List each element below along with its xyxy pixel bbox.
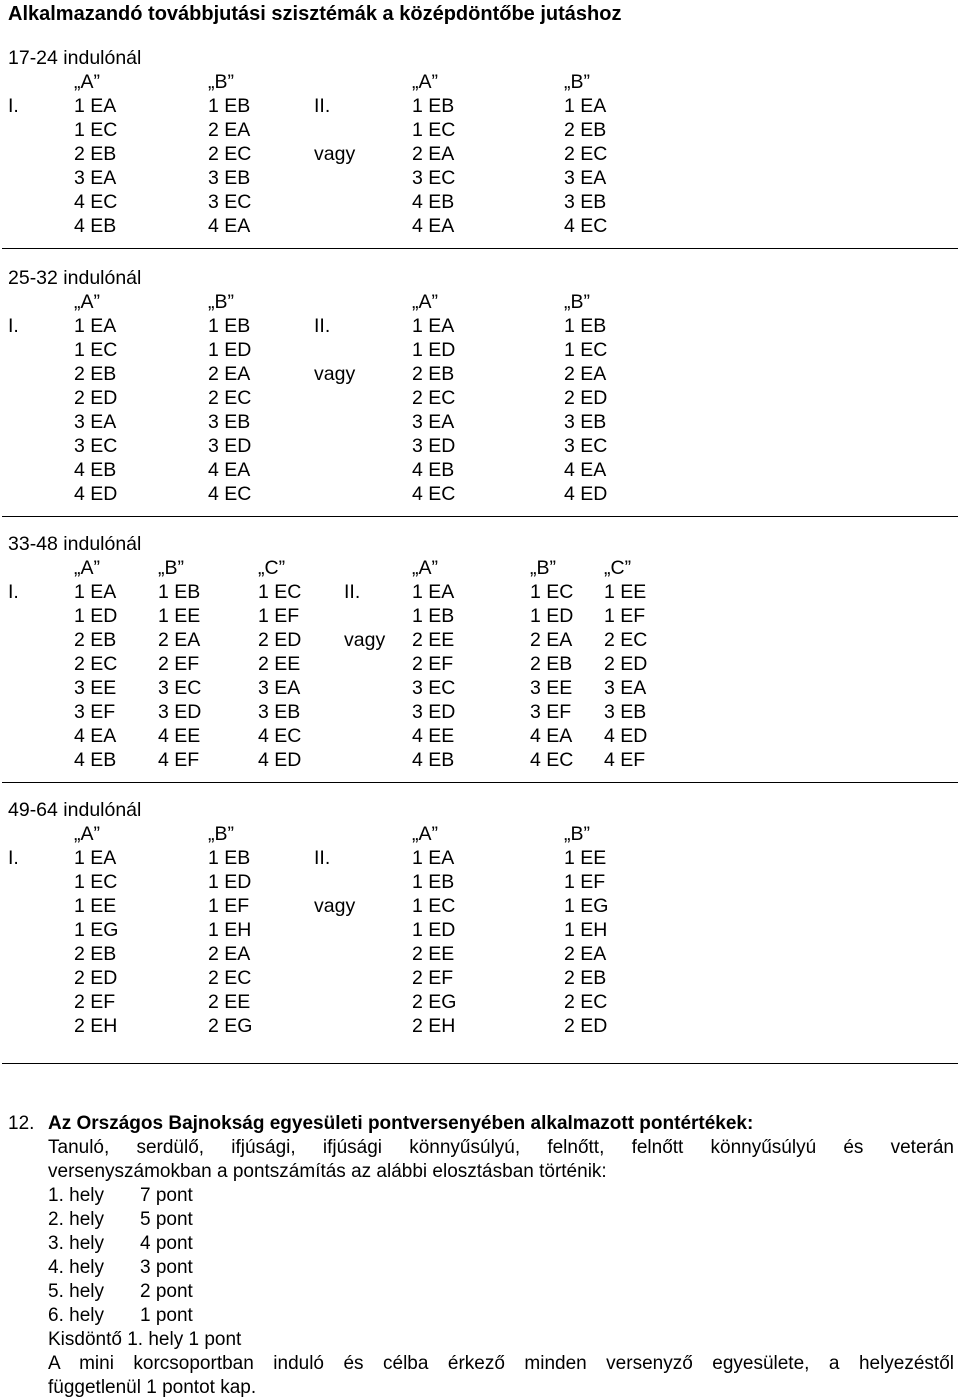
column-header: „A” xyxy=(412,823,438,845)
bracket-cell: 1 EA xyxy=(412,315,455,337)
bracket-cell: I. xyxy=(8,581,19,603)
bracket-cell: 3 ED xyxy=(412,701,456,723)
bracket-cell: 4 ED xyxy=(564,483,608,505)
bracket-row xyxy=(2,604,958,628)
bracket-cell: 1 EE xyxy=(158,605,201,627)
bracket-cell: 3 EC xyxy=(564,435,608,457)
bracket-cell: 1 EF xyxy=(604,605,646,627)
bracket-cell: 3 EA xyxy=(74,411,117,433)
section-heading: 17-24 indulónál xyxy=(8,47,142,69)
bracket-cell: 2 EF xyxy=(74,991,116,1013)
bracket-cell: 1 EB xyxy=(208,847,251,869)
bracket-cell: 3 EC xyxy=(412,677,456,699)
bracket-cell: 1 EB xyxy=(208,315,251,337)
bracket-cell: 1 EB xyxy=(412,95,455,117)
bracket-cell: 2 EC xyxy=(208,143,252,165)
bracket-cell: 4 EB xyxy=(74,215,117,237)
bracket-row xyxy=(2,628,958,652)
bracket-cell: 1 EC xyxy=(530,581,574,603)
place-label: 4. hely xyxy=(48,1257,104,1278)
place-label: 5. hely xyxy=(48,1281,104,1302)
bracket-row xyxy=(2,894,958,918)
section-heading: 25-32 indulónál xyxy=(8,267,142,289)
bracket-cell: 4 ED xyxy=(74,483,118,505)
bracket-cell: 2 EC xyxy=(208,967,252,989)
bracket-row xyxy=(2,652,958,676)
bracket-cell: 2 EB xyxy=(74,629,117,651)
bracket-cell: 1 EF xyxy=(564,871,606,893)
column-header: „C” xyxy=(258,557,286,579)
column-header: „B” xyxy=(530,557,556,579)
bracket-cell: 2 EH xyxy=(74,1015,118,1037)
bracket-row xyxy=(2,166,958,190)
bracket-cell: 3 EB xyxy=(604,701,647,723)
place-points: 5 pont xyxy=(140,1209,193,1230)
place-label: 2. hely xyxy=(48,1209,104,1230)
points-heading: Az Országos Bajnokság egyesületi pontversenyében alkalmazott pontértékek: xyxy=(48,1113,754,1134)
bracket-cell: 2 ED xyxy=(564,1015,608,1037)
bracket-cell: II. xyxy=(344,581,361,603)
bracket-cell: 2 EC xyxy=(74,653,118,675)
bracket-row xyxy=(2,142,958,166)
bracket-cell: 2 EB xyxy=(74,943,117,965)
bracket-cell: 1 EG xyxy=(564,895,609,917)
bracket-cell: II. xyxy=(314,847,331,869)
bracket-cell: 3 EF xyxy=(530,701,572,723)
bracket-row xyxy=(2,580,958,604)
bracket-cell: 1 EC xyxy=(258,581,302,603)
bracket-cell: 3 ED xyxy=(208,435,252,457)
bracket-cell: vagy xyxy=(314,143,356,165)
bracket-cell: 4 EC xyxy=(74,191,118,213)
bracket-row xyxy=(2,966,958,990)
bracket-cell: 2 ED xyxy=(258,629,302,651)
bracket-cell: 3 EB xyxy=(258,701,301,723)
bracket-cell: 3 EC xyxy=(158,677,202,699)
bracket-cell: 2 EE xyxy=(208,991,251,1013)
bracket-row xyxy=(2,214,958,238)
bracket-cell: 2 EE xyxy=(412,943,455,965)
bracket-cell: 1 EA xyxy=(412,581,455,603)
column-header: „A” xyxy=(412,291,438,313)
bracket-cell: 2 EF xyxy=(412,653,454,675)
section-number: 12. xyxy=(8,1113,35,1134)
bracket-row xyxy=(2,724,958,748)
section-heading: 49-64 indulónál xyxy=(8,799,142,821)
bracket-cell: 4 EA xyxy=(74,725,117,747)
column-header: „B” xyxy=(564,71,590,93)
bracket-cell: 4 EC xyxy=(530,749,574,771)
bracket-cell: 1 EA xyxy=(74,315,117,337)
intro-line-1: Tanuló, serdülő, ifjúsági, ifjúsági könnyűsúlyú, felnőtt, felnőtt könnyűsúlyú és veterán xyxy=(48,1137,954,1158)
bracket-cell: 2 EF xyxy=(412,967,454,989)
bracket-cell: 1 EC xyxy=(74,119,118,141)
bracket-cell: 1 EF xyxy=(258,605,300,627)
bracket-cell: 1 ED xyxy=(208,871,252,893)
place-points: 7 pont xyxy=(140,1185,193,1206)
bracket-cell: 1 EH xyxy=(564,919,608,941)
column-header: „B” xyxy=(564,291,590,313)
bracket-cell: 4 EE xyxy=(158,725,201,747)
column-header-row xyxy=(2,556,958,580)
points-section xyxy=(0,1112,960,1400)
bracket-cell: 1 EB xyxy=(208,95,251,117)
place-label: 1. hely xyxy=(48,1185,104,1206)
column-header-row xyxy=(2,822,958,846)
bracket-row xyxy=(2,748,958,772)
bracket-cell: I. xyxy=(8,315,19,337)
bracket-cell: 1 EC xyxy=(564,339,608,361)
bracket-row xyxy=(2,94,958,118)
bracket-cell: 4 EB xyxy=(74,459,117,481)
place-points: 3 pont xyxy=(140,1257,193,1278)
bracket-cell: 2 EC xyxy=(564,143,608,165)
bracket-cell: 1 EF xyxy=(208,895,250,917)
bracket-cell: 4 EA xyxy=(208,459,251,481)
bracket-cell: 2 ED xyxy=(74,387,118,409)
bracket-section xyxy=(2,46,958,249)
place-label: 3. hely xyxy=(48,1233,104,1254)
bracket-cell: 1 EB xyxy=(158,581,201,603)
column-header: „A” xyxy=(412,71,438,93)
bracket-cell: 3 EB xyxy=(564,411,607,433)
place-points: 1 pont xyxy=(140,1305,193,1326)
bracket-cell: 4 EC xyxy=(258,725,302,747)
bracket-cell: 1 EC xyxy=(412,895,456,917)
bracket-cell: 3 EA xyxy=(604,677,647,699)
bracket-cell: 2 EA xyxy=(530,629,573,651)
bracket-row xyxy=(2,118,958,142)
bracket-section xyxy=(2,798,958,1064)
column-header: „B” xyxy=(158,557,184,579)
intro-line-2: versenyszámokban a pontszámítás az alábbi elosztásban történik: xyxy=(48,1161,607,1182)
bracket-cell: 3 EC xyxy=(208,191,252,213)
bracket-cell: 1 ED xyxy=(412,339,456,361)
bracket-cell: 1 EA xyxy=(74,581,117,603)
column-header: „A” xyxy=(74,71,100,93)
bracket-cell: 2 EA xyxy=(208,943,251,965)
place-label: 6. hely xyxy=(48,1305,104,1326)
column-header: „B” xyxy=(564,823,590,845)
bracket-row xyxy=(2,1014,958,1038)
bracket-cell: 4 EB xyxy=(74,749,117,771)
bracket-row xyxy=(2,700,958,724)
bracket-cell: 2 EC xyxy=(564,991,608,1013)
bracket-cell: 4 EC xyxy=(208,483,252,505)
bracket-cell: 2 EB xyxy=(530,653,573,675)
bracket-cell: 1 EE xyxy=(604,581,647,603)
bracket-cell: I. xyxy=(8,95,19,117)
bracket-cell: 2 EB xyxy=(74,363,117,385)
bracket-cell: 3 EA xyxy=(412,411,455,433)
bracket-cell: 2 EC xyxy=(412,387,456,409)
bracket-cell: 2 EC xyxy=(208,387,252,409)
bracket-row xyxy=(2,362,958,386)
bracket-cell: 1 EA xyxy=(564,95,607,117)
bracket-cell: 3 EC xyxy=(74,435,118,457)
bracket-cell: 3 ED xyxy=(412,435,456,457)
bracket-cell: vagy xyxy=(344,629,386,651)
bracket-cell: 1 EA xyxy=(74,95,117,117)
bracket-cell: 2 EG xyxy=(208,1015,253,1037)
bracket-cell: 2 EC xyxy=(604,629,648,651)
bracket-cell: 2 EE xyxy=(412,629,455,651)
bracket-cell: 3 EC xyxy=(412,167,456,189)
bracket-cell: 4 EB xyxy=(412,749,455,771)
bracket-cell: 3 EA xyxy=(74,167,117,189)
bracket-cell: 2 EA xyxy=(208,363,251,385)
bracket-cell: 3 EE xyxy=(530,677,573,699)
bracket-cell: 1 EE xyxy=(564,847,607,869)
column-header: „C” xyxy=(604,557,632,579)
bracket-row xyxy=(2,918,958,942)
bracket-row xyxy=(2,990,958,1014)
bracket-row xyxy=(2,458,958,482)
bracket-cell: 3 EB xyxy=(208,167,251,189)
bracket-section xyxy=(2,532,958,783)
bracket-row xyxy=(2,482,958,506)
bracket-cell: 2 EA xyxy=(158,629,201,651)
bracket-section xyxy=(2,266,958,517)
bracket-cell: 2 EF xyxy=(158,653,200,675)
bracket-cell: 2 EH xyxy=(412,1015,456,1037)
column-header: „A” xyxy=(74,823,100,845)
bracket-cell: 4 EA xyxy=(564,459,607,481)
bracket-cell: 2 EA xyxy=(412,143,455,165)
bracket-cell: 2 EE xyxy=(258,653,301,675)
bracket-cell: 4 EC xyxy=(412,483,456,505)
bracket-row xyxy=(2,314,958,338)
bracket-cell: 1 EB xyxy=(564,315,607,337)
column-header-row xyxy=(2,290,958,314)
bracket-cell: 1 EC xyxy=(74,339,118,361)
bracket-cell: 2 EG xyxy=(412,991,457,1013)
mini-line-2: függetlenül 1 pontot kap. xyxy=(48,1377,257,1398)
bracket-cell: 1 ED xyxy=(412,919,456,941)
bracket-cell: 2 ED xyxy=(564,387,608,409)
bracket-row xyxy=(2,676,958,700)
bracket-cell: 1 EC xyxy=(74,871,118,893)
bracket-cell: 1 ED xyxy=(74,605,118,627)
bracket-cell: 2 EB xyxy=(564,967,607,989)
bracket-cell: 3 EB xyxy=(208,411,251,433)
bracket-cell: 2 EB xyxy=(412,363,455,385)
bracket-cell: I. xyxy=(8,847,19,869)
bracket-row xyxy=(2,434,958,458)
bracket-cell: 1 EC xyxy=(412,119,456,141)
bracket-cell: vagy xyxy=(314,363,356,385)
column-header: „A” xyxy=(74,291,100,313)
bracket-cell: 4 EF xyxy=(158,749,200,771)
bracket-cell: 3 ED xyxy=(158,701,202,723)
bracket-cell: 2 EA xyxy=(564,363,607,385)
column-header: „A” xyxy=(412,557,438,579)
column-header: „B” xyxy=(208,71,234,93)
bracket-row xyxy=(2,338,958,362)
column-header-row xyxy=(2,70,958,94)
bracket-row xyxy=(2,942,958,966)
bracket-cell: 1 EA xyxy=(412,847,455,869)
place-points: 4 pont xyxy=(140,1233,193,1254)
section-heading: 33-48 indulónál xyxy=(8,533,142,555)
bracket-row xyxy=(2,846,958,870)
bracket-cell: 2 EA xyxy=(564,943,607,965)
tiebreak-line: Kisdöntő 1. hely 1 pont xyxy=(48,1329,242,1350)
bracket-cell: 1 EB xyxy=(412,871,455,893)
bracket-cell: 1 EH xyxy=(208,919,252,941)
place-points: 2 pont xyxy=(140,1281,193,1302)
bracket-cell: II. xyxy=(314,95,331,117)
bracket-cell: 3 EE xyxy=(74,677,117,699)
bracket-cell: 4 EF xyxy=(604,749,646,771)
bracket-cell: 4 ED xyxy=(604,725,648,747)
bracket-cell: 4 ED xyxy=(258,749,302,771)
bracket-cell: II. xyxy=(314,315,331,337)
bracket-cell: 1 EE xyxy=(74,895,117,917)
bracket-cell: 3 EB xyxy=(564,191,607,213)
bracket-cell: 3 EF xyxy=(74,701,116,723)
bracket-row xyxy=(2,870,958,894)
bracket-cell: 1 ED xyxy=(208,339,252,361)
bracket-cell: 2 EA xyxy=(208,119,251,141)
bracket-cell: 1 EB xyxy=(412,605,455,627)
bracket-cell: vagy xyxy=(314,895,356,917)
column-header: „B” xyxy=(208,823,234,845)
document-title: Alkalmazandó továbbjutási szisztémák a középdöntőbe jutáshoz xyxy=(8,3,622,25)
bracket-cell: 4 EC xyxy=(564,215,608,237)
bracket-cell: 4 EA xyxy=(412,215,455,237)
bracket-cell: 4 EE xyxy=(412,725,455,747)
bracket-cell: 4 EA xyxy=(208,215,251,237)
bracket-cell: 3 EA xyxy=(564,167,607,189)
bracket-cell: 2 EB xyxy=(564,119,607,141)
bracket-cell: 4 EB xyxy=(412,459,455,481)
bracket-row xyxy=(2,386,958,410)
bracket-cell: 2 EB xyxy=(74,143,117,165)
bracket-row xyxy=(2,190,958,214)
bracket-row xyxy=(2,410,958,434)
bracket-cell: 4 EB xyxy=(412,191,455,213)
bracket-cell: 1 ED xyxy=(530,605,574,627)
mini-line-1: A mini korcsoportban induló és célba érkező minden versenyző egyesülete, a helyezéstől xyxy=(48,1353,954,1374)
bracket-cell: 1 EG xyxy=(74,919,119,941)
bracket-cell: 1 EA xyxy=(74,847,117,869)
bracket-cell: 2 ED xyxy=(604,653,648,675)
column-header: „B” xyxy=(208,291,234,313)
bracket-cell: 4 EA xyxy=(530,725,573,747)
column-header: „A” xyxy=(74,557,100,579)
bracket-cell: 2 ED xyxy=(74,967,118,989)
bracket-cell: 3 EA xyxy=(258,677,301,699)
